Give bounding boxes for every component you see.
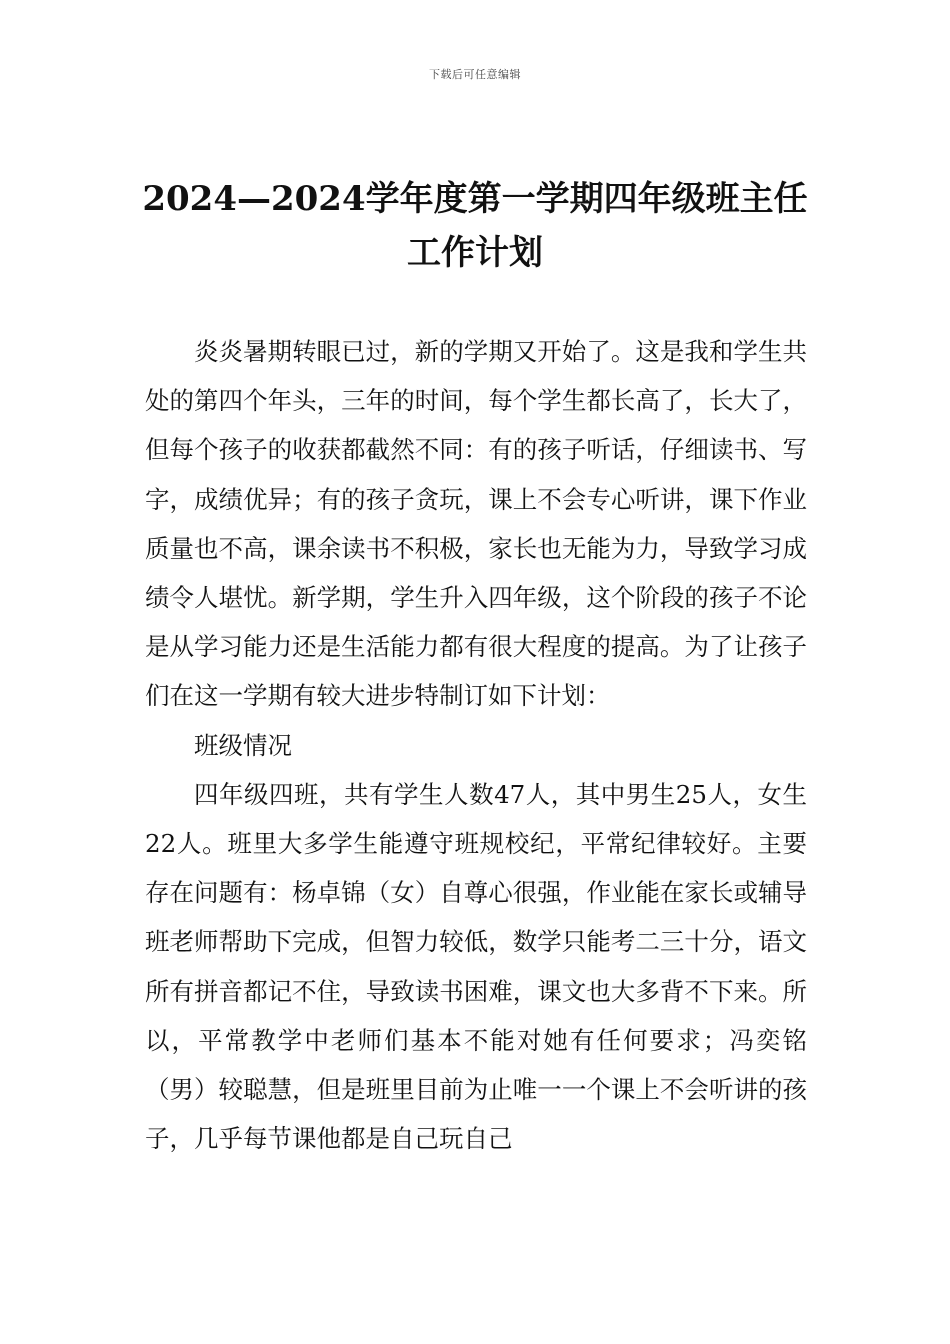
header-note: 下载后可任意编辑: [429, 68, 521, 81]
document-title: 2024—2024学年度第一学期四年级班主任工作计划: [142, 179, 808, 273]
paragraph-class-situation: 四年级四班，共有学生人数47人，其中男生25人，女生22人。班里大多学生能遵守班规校纪，平常纪律较好。主要存在问题有：杨卓锦（女）自尊心很强，作业能在家长或辅导班老师帮助下完成，但智力较低，数学只能考二三十分，语文所有拼音都记不住，导致读书困难，课文也大多背不下来。所以，平常教学中老师们基本不能对她有任何要求；冯奕铭（男）较聪慧，但是班里目前为止唯一一个课上不会听讲的孩子，几乎每节课他都是自己玩自己: [145, 779, 807, 1154]
document-body: [145, 327, 807, 1163]
paragraph-intro: 炎炎暑期转眼已过，新的学期又开始了。这是我和学生共处的第四个年头，三年的时间，每个学生都长高了，长大了，但每个孩子的收获都截然不同：有的孩子听话，仔细读书、写字，成绩优异；有的孩子贪玩，课上不会专心听讲，课下作业质量也不高，课余读书不积极，家长也无能为力，导致学习成绩令人堪忧。新学期，学生升入四年级，这个阶段的孩子不论是从学习能力还是生活能力都有很大程度的提高。为了让孩子们在这一学期有较大进步特制订如下计划：: [145, 337, 807, 711]
section-heading-class-situation: 班级情况: [194, 730, 292, 760]
